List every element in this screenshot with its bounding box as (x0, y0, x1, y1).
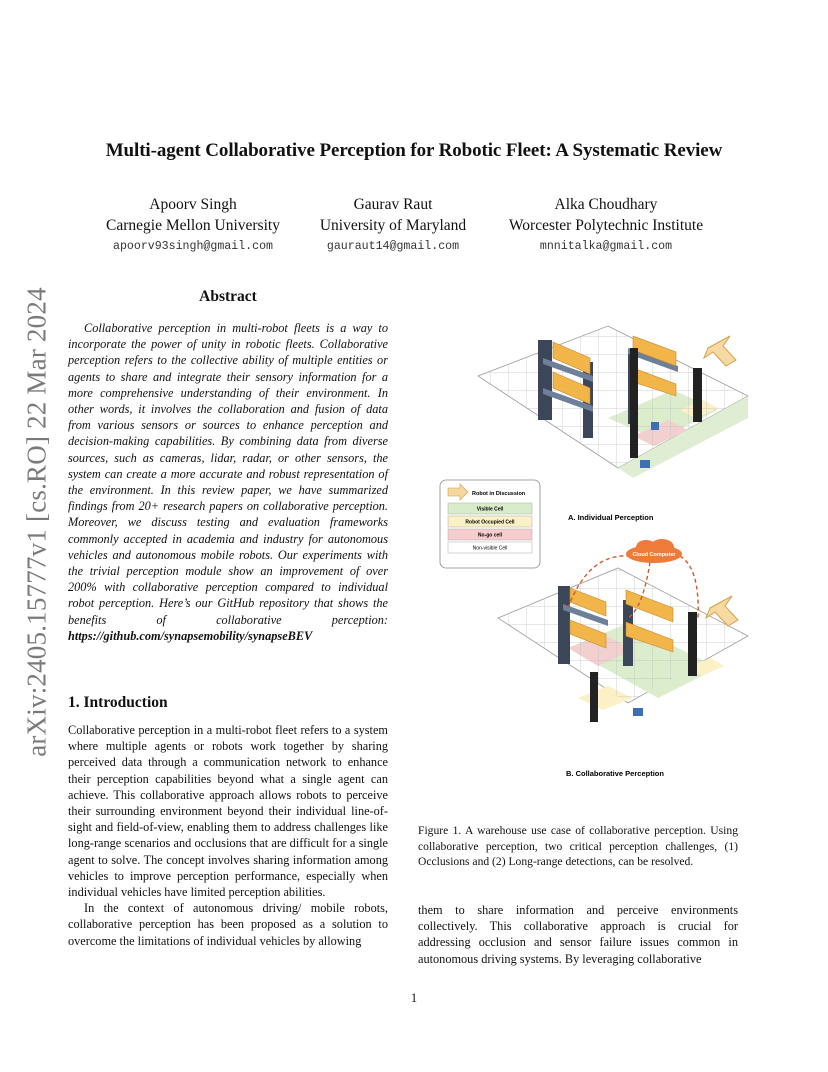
intro-paragraph-1: Collaborative perception in a multi-robot fleet refers to a system where multiple agents or robots work together by sharing perceived data through a communication network to enhance their perception capabilities beyond what a single agent can achieve. This collaborative approach allows robots to perceive their surrounding environment beyond their individual line-of-sight and field-of-view, enabling them to address challenges like long-range scenarios and occlusions that are difficult for a single agent to solve. The concept involves sharing information among vehicles to improve perception performance, especially when individual vehicles have limited perception abilities. (68, 723, 388, 900)
author-affiliation: Carnegie Mellon University (106, 217, 280, 234)
panel-b-label: B. Collaborative Perception (566, 769, 664, 778)
paper-title: Multi-agent Collaborative Perception for Robotic Fleet: A Systematic Review (105, 140, 723, 161)
arxiv-identifier: arXiv:2405.15777v1 [cs.RO] 22 Mar 2024 (21, 287, 52, 757)
author-3 (488, 194, 724, 258)
intro-paragraph-2: In the context of autonomous driving/ mobile robots, collaborative perception has been proposed as a solution to overcome the limitations of individual vehicles by allowing (68, 901, 388, 948)
github-link[interactable]: https://github.com/synapsemobility/synapseBEV (68, 628, 313, 643)
legend-item-label: Non-visible Cell (472, 545, 508, 552)
legend-item-label: No-go cell (477, 532, 503, 539)
author-affiliation: Worcester Polytechnic Institute (508, 217, 704, 234)
author-2 (298, 194, 488, 258)
author-1 (88, 194, 298, 258)
panel-a-label: A. Individual Perception (568, 513, 654, 522)
author-affiliation: University of Maryland (319, 217, 467, 234)
cloud-computer-icon (626, 539, 682, 563)
author-email[interactable]: apoorv93singh@gmail.com (112, 240, 274, 253)
column-2-paragraph: them to share information and perceive environments collectively. This collaborative approach is crucial for addressing occlusion and sensor failure issues common in autonomous driving systems. By leveraging collaborative (418, 903, 738, 966)
figure-caption: Figure 1. A warehouse use case of collaborative perception. Using collaborative perception, two critical perception challenges, (1) Occlusions and (2) Long-range detections, can be resolved. (418, 824, 738, 868)
page-number: 1 (410, 991, 418, 1005)
author-email[interactable]: mnnitalka@gmail.com (539, 240, 673, 253)
legend-item-label: Robot in Discussion (472, 491, 526, 497)
legend (440, 480, 540, 568)
legend-item-label: Visible Cell (476, 506, 504, 513)
abstract-body (68, 320, 388, 644)
author-name: Gaurav Raut (353, 196, 433, 213)
cloud-label: Cloud Computer (632, 552, 676, 558)
legend-item-label: Robot Occupied Cell (465, 519, 515, 526)
introduction-body (68, 722, 388, 949)
robot-in-discussion-arrow-icon (704, 336, 736, 366)
author-email[interactable]: gauraut14@gmail.com (326, 240, 460, 253)
abstract-heading: Abstract (199, 288, 257, 305)
author-name: Apoorv Singh (149, 196, 237, 213)
author-name: Alka Choudhary (554, 196, 658, 213)
abstract-text: Collaborative perception in multi-robot fleets is a way to incorporate the power of unity in robotic fleets. Collaborative perception refers to the collective ability of multiple entities or agents to share and integrate their sensory information for a more comprehensive understanding of their environment. In other words, it involves the collaboration and fusion of data from various sensors or sources to enhance perception and decision-making capabilities. By combining data from diverse sources, such as cameras, lidar, radar, or other sensors, the system can create a more accurate and robust representation of the environment. In this review paper, we have summarized findings from 20+ research papers on collaborative perception. Moreover, we discuss testing and evaluation frameworks commonly accepted in academia and industry for autonomous vehicles and autonomous mobile robots. Our experiments with the trivial perception module show an improvement of over 200% with collaborative perception compared to individual robot perception. Here’s our GitHub repository that shows the benefits of collaborative perception: (68, 321, 388, 627)
introduction-heading: 1. Introduction (68, 694, 168, 711)
figure-1-warehouse-illustration (418, 318, 760, 788)
